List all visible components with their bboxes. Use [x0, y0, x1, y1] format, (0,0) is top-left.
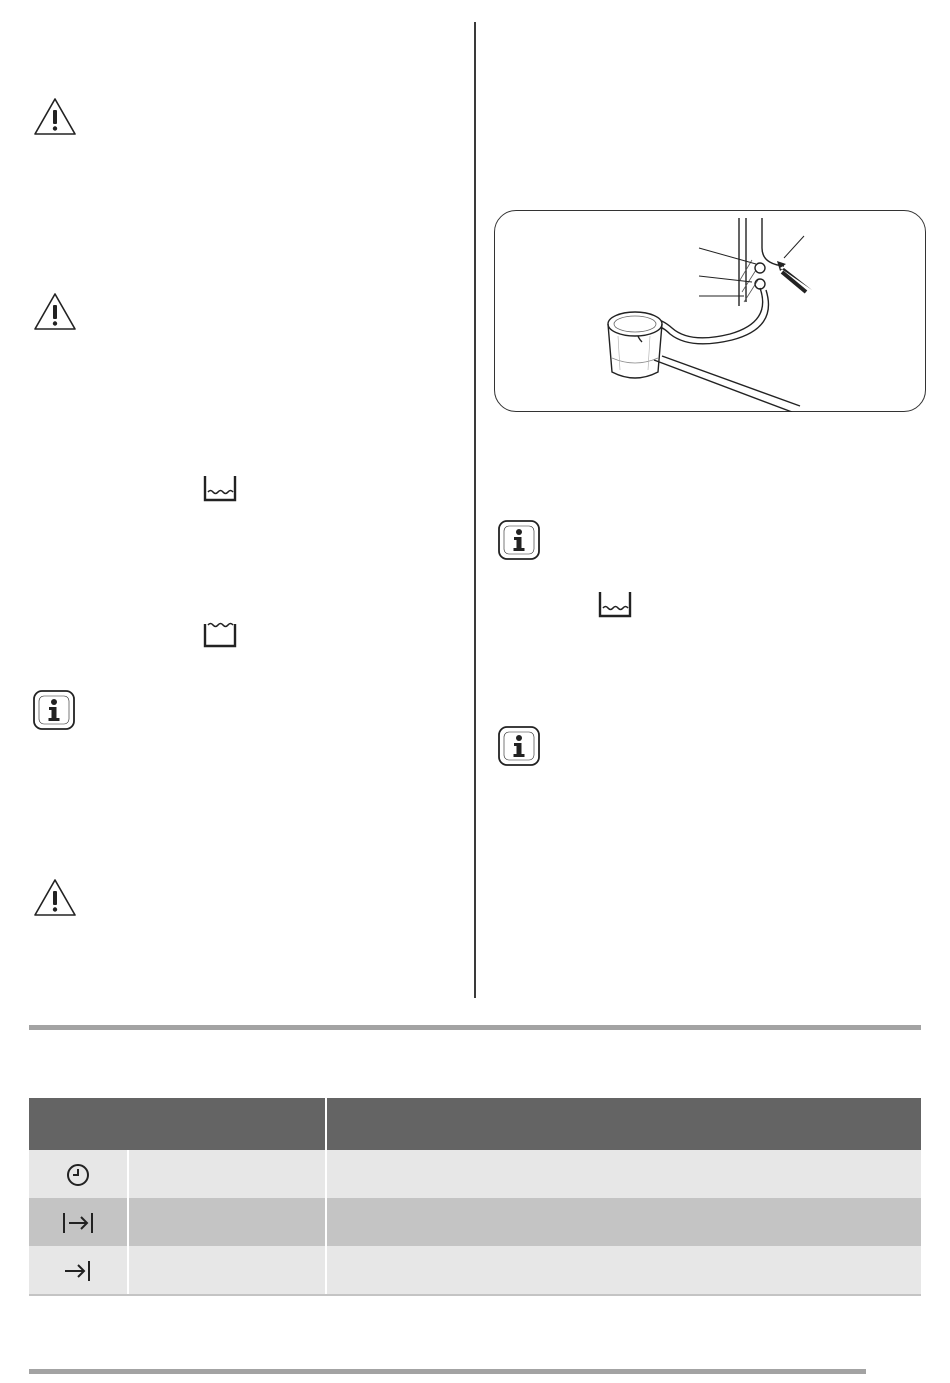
table-header-application	[326, 1098, 921, 1150]
column-divider	[474, 22, 476, 998]
clock-icon	[66, 1162, 90, 1187]
warning-triangle-icon	[33, 97, 77, 137]
end-time-icon	[63, 1258, 93, 1283]
table-header-row	[29, 1098, 921, 1150]
table-cell-name	[128, 1246, 326, 1294]
water-tank-empty-icon	[203, 620, 237, 648]
table-cell-symbol	[29, 1246, 128, 1294]
table-row	[29, 1198, 921, 1246]
info-icon	[33, 690, 75, 730]
footer-rule	[29, 1369, 866, 1374]
table-row	[29, 1150, 921, 1198]
table-row	[29, 1246, 921, 1294]
table-cell-name	[128, 1150, 326, 1198]
info-icon	[498, 726, 540, 766]
table-header-function	[29, 1098, 326, 1150]
warning-triangle-icon	[33, 878, 77, 918]
duration-icon	[61, 1210, 95, 1235]
water-tank-full-icon	[598, 590, 632, 618]
warning-triangle-icon	[33, 292, 77, 332]
table-cell-symbol	[29, 1198, 128, 1246]
table-cell-name	[128, 1198, 326, 1246]
water-tank-full-icon	[203, 474, 237, 502]
water-drain-illustration	[494, 210, 926, 412]
info-icon	[498, 520, 540, 560]
table-bottom-border	[29, 1294, 921, 1296]
table-cell-description	[326, 1150, 921, 1198]
section-rule	[29, 1025, 921, 1030]
clock-functions-table	[29, 1098, 921, 1294]
table-cell-description	[326, 1198, 921, 1246]
table-cell-description	[326, 1246, 921, 1294]
table-cell-symbol	[29, 1150, 128, 1198]
